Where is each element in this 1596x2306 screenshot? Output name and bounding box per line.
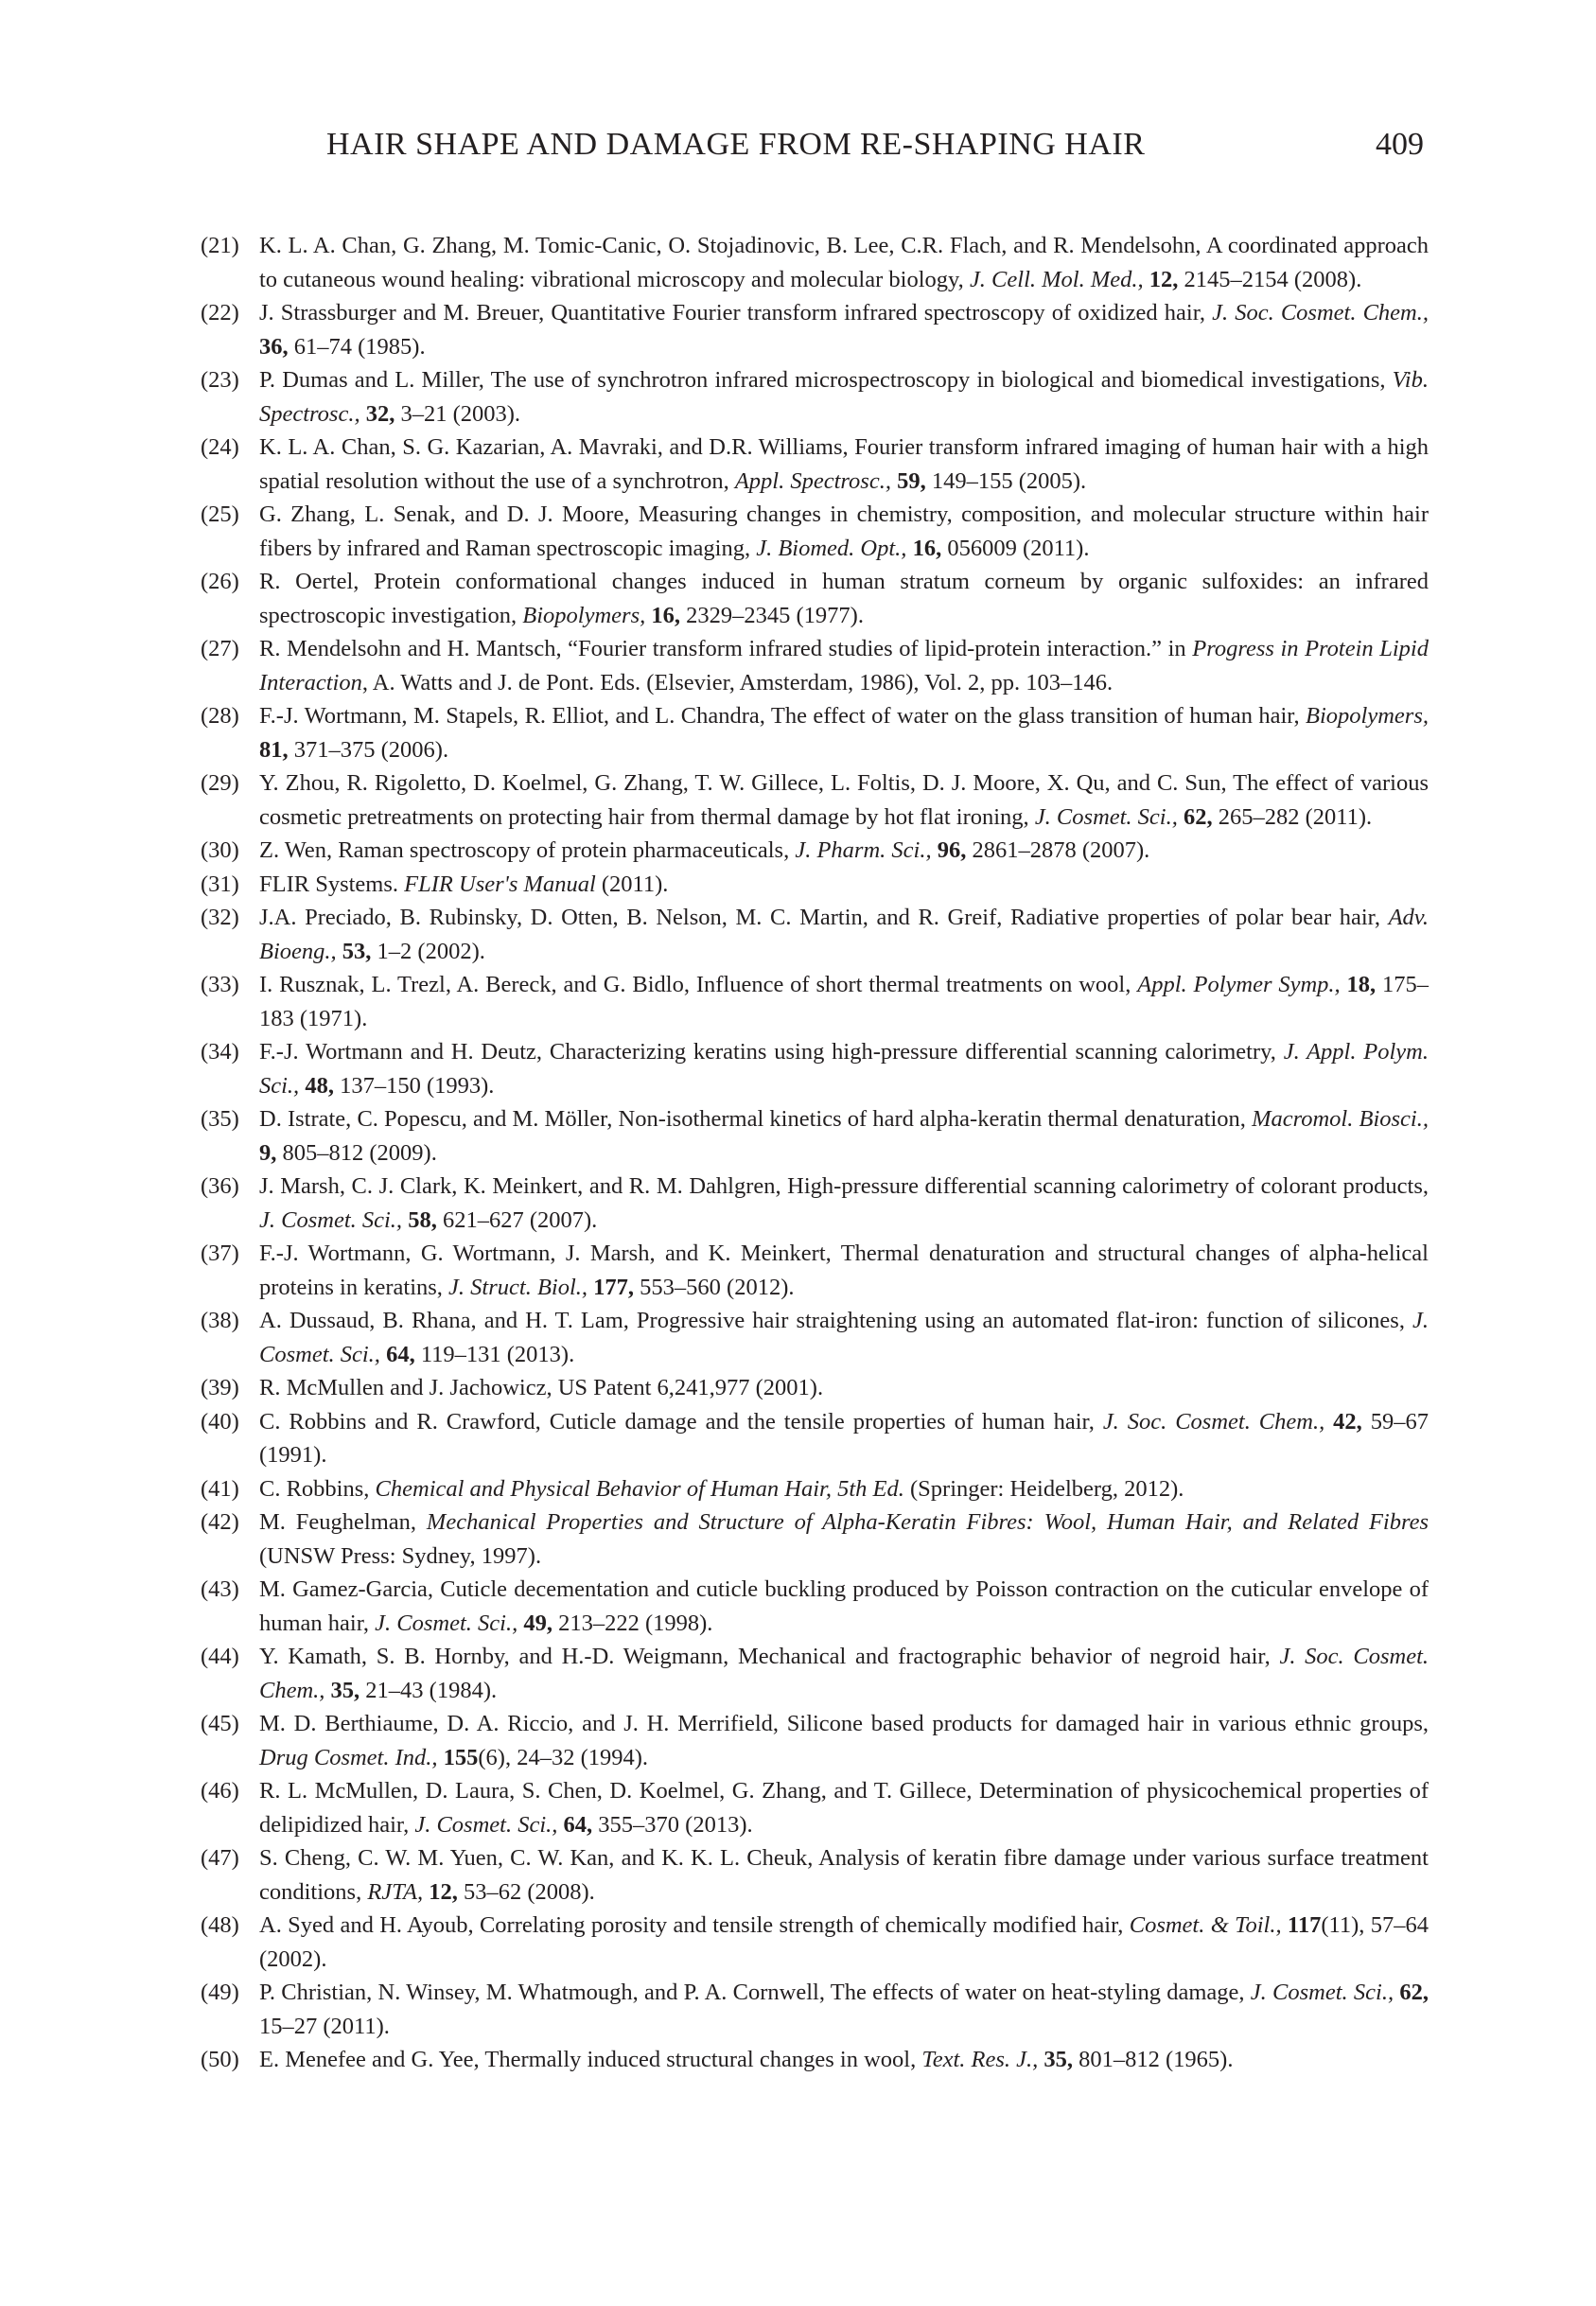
reference-text: 553–560 (2012).	[640, 1274, 795, 1300]
reference-volume: 12,	[423, 1878, 464, 1905]
reference-item	[201, 1035, 1429, 1102]
reference-text: I. Rusznak, L. Trezl, A. Bereck, and G. Bidlo, Influence of short thermal treatments on wool,	[259, 972, 1138, 997]
reference-volume: 16,	[645, 602, 687, 628]
reference-item	[201, 632, 1429, 699]
reference-item	[201, 431, 1429, 498]
reference-item	[201, 1102, 1429, 1170]
reference-number: (45)	[201, 1711, 239, 1736]
reference-text: R. Oertel, Protein conformational changes induced in human stratum corneum by organic sulfoxides: an infrared spectroscopic investigation,	[259, 569, 1429, 628]
reference-text: 3–21 (2003).	[400, 400, 521, 427]
reference-number: (26)	[201, 569, 239, 594]
reference-text: P. Dumas and L. Miller, The use of synchrotron infrared microspectroscopy in biological and biomedical investigations,	[259, 367, 1393, 393]
reference-item	[201, 1573, 1429, 1640]
reference-number: (47)	[201, 1845, 239, 1871]
reference-title-italic: Adv. Bioeng.,	[259, 905, 1429, 964]
reference-title-italic: J. Cosmet. Sci.,	[1250, 1980, 1394, 2005]
reference-title-italic: Drug Cosmet. Ind.,	[259, 1744, 438, 1770]
reference-text: S. Cheng, C. W. M. Yuen, C. W. Kan, and K. K. L. Cheuk, Analysis of keratin fibre damage under various surface treatment conditions,	[259, 1845, 1429, 1905]
reference-number: (44)	[201, 1644, 239, 1669]
reference-number: (27)	[201, 636, 239, 661]
reference-text: F.-J. Wortmann, M. Stapels, R. Elliot, and L. Chandra, The effect of water on the glass transition of human hair,	[259, 703, 1307, 729]
reference-text: 371–375 (2006).	[293, 736, 449, 763]
reference-title-italic: J. Cell. Mol. Med.,	[969, 266, 1144, 292]
reference-text: R. Mendelsohn and H. Mantsch, “Fourier transform infrared studies of lipid-protein interaction.” in	[259, 636, 1193, 661]
reference-number: (21)	[201, 233, 239, 258]
reference-volume: 59,	[890, 467, 932, 494]
reference-text: D. Istrate, C. Popescu, and M. Möller, Non-isothermal kinetics of hard alpha-keratin thermal denaturation,	[259, 1106, 1253, 1132]
reference-number: (33)	[201, 972, 239, 997]
reference-title-italic: Cosmet. & Toil.,	[1129, 1912, 1282, 1938]
reference-text: 149–155 (2005).	[931, 467, 1087, 494]
reference-text: 2861–2878 (2007).	[972, 837, 1150, 863]
reference-number: (29)	[201, 770, 239, 796]
reference-number: (25)	[201, 502, 239, 527]
reference-item	[201, 1707, 1429, 1774]
reference-volume: 117	[1281, 1912, 1322, 1938]
reference-item	[201, 968, 1429, 1035]
reference-volume: 32,	[360, 400, 401, 427]
reference-volume: 49,	[517, 1610, 559, 1636]
reference-number: (48)	[201, 1912, 239, 1938]
reference-text: F.-J. Wortmann, G. Wortmann, J. Marsh, and K. Meinkert, Thermal denaturation and structural changes of alpha-helical proteins in keratins,	[259, 1241, 1429, 1300]
reference-text: M. D. Berthiaume, D. A. Riccio, and J. H. Merrifield, Silicone based products for damaged hair in various ethnic groups,	[259, 1711, 1429, 1736]
reference-volume: 35,	[324, 1677, 366, 1703]
reference-volume: 48,	[299, 1072, 341, 1099]
reference-volume: 62,	[1394, 1980, 1429, 2005]
reference-number: (37)	[201, 1241, 239, 1266]
reference-number: (23)	[201, 367, 239, 393]
reference-text: 1–2 (2002).	[377, 938, 485, 964]
reference-text: 2329–2345 (1977).	[686, 602, 864, 628]
reference-number: (31)	[201, 871, 239, 897]
reference-text: Y. Kamath, S. B. Hornby, and H.-D. Weigmann, Mechanical and fractographic behavior of negroid hair,	[259, 1644, 1280, 1669]
reference-number: (30)	[201, 837, 239, 863]
reference-item	[201, 1505, 1429, 1573]
reference-text: M. Gamez-Garcia, Cuticle decementation and cuticle buckling produced by Poisson contraction on the cuticular envelope of human hair,	[259, 1576, 1429, 1636]
reference-text: C. Robbins,	[259, 1475, 376, 1502]
reference-title-italic: J. Biomed. Opt.,	[756, 535, 907, 561]
reference-volume: 81,	[259, 736, 294, 763]
reference-item	[201, 699, 1429, 766]
reference-number: (46)	[201, 1778, 239, 1804]
running-header	[317, 127, 1424, 172]
reference-number: (49)	[201, 1980, 239, 2005]
reference-number: (22)	[201, 300, 239, 326]
reference-item	[201, 1976, 1429, 2043]
reference-text: 21–43 (1984).	[365, 1677, 498, 1703]
reference-title-italic: FLIR User's Manual	[404, 871, 596, 897]
reference-title-italic: J. Cosmet. Sci.,	[375, 1610, 518, 1636]
reference-text: Z. Wen, Raman spectroscopy of protein pharmaceuticals,	[259, 837, 796, 863]
reference-text: (11), 57–64 (2002).	[259, 1912, 1429, 1972]
reference-volume: 35,	[1038, 2047, 1079, 2072]
running-title: HAIR SHAPE AND DAMAGE FROM RE-SHAPING HAIR	[326, 127, 1146, 162]
reference-number: (28)	[201, 703, 239, 729]
reference-volume: 64,	[379, 1341, 421, 1367]
reference-item	[201, 565, 1429, 632]
reference-text: (2011).	[595, 871, 669, 897]
reference-number: (50)	[201, 2047, 239, 2072]
reference-number: (43)	[201, 1576, 239, 1602]
reference-item	[201, 1774, 1429, 1841]
reference-volume: 42,	[1324, 1408, 1371, 1435]
reference-title-italic: Appl. Polymer Symp.,	[1137, 972, 1341, 997]
page-number: 409	[1376, 127, 1424, 162]
reference-title-italic: J. Cosmet. Sci.,	[259, 1206, 403, 1233]
reference-title-italic: J. Soc. Cosmet. Chem.,	[1212, 300, 1429, 326]
reference-text: 213–222 (1998).	[558, 1610, 713, 1636]
reference-text: 61–74 (1985).	[293, 333, 426, 360]
reference-volume: 155	[437, 1744, 479, 1770]
reference-number: (36)	[201, 1173, 239, 1199]
reference-title-italic: Chemical and Physical Behavior of Human Hair, 5th Ed.	[375, 1475, 904, 1502]
reference-volume: 96,	[931, 837, 973, 863]
reference-text: R. L. McMullen, D. Laura, S. Chen, D. Koelmel, G. Zhang, and T. Gillece, Determination of physicochemical properties of delipidized hair,	[259, 1778, 1429, 1838]
reference-title-italic: Progress in Protein Lipid Interaction	[259, 636, 1429, 695]
reference-text: 801–812 (1965).	[1079, 2047, 1234, 2072]
reference-title-italic: Text. Res. J.,	[921, 2047, 1039, 2072]
reference-text: R. McMullen and J. Jachowicz, US Patent 6,241,977 (2001).	[259, 1375, 824, 1400]
reference-number: (34)	[201, 1039, 239, 1065]
reference-text: J. Marsh, C. J. Clark, K. Meinkert, and R. M. Dahlgren, High-pressure differential scanning calorimetry of colorant products,	[259, 1173, 1429, 1199]
reference-item	[201, 1405, 1429, 1472]
reference-item	[201, 868, 1429, 902]
reference-text: 53–62 (2008).	[463, 1878, 595, 1905]
reference-number: (41)	[201, 1475, 239, 1502]
reference-text: M. Feughelman,	[259, 1509, 427, 1535]
reference-text: E. Menefee and G. Yee, Thermally induced structural changes in wool,	[259, 2047, 922, 2072]
reference-item	[201, 901, 1429, 968]
reference-item	[201, 1170, 1429, 1237]
reference-text: K. L. A. Chan, S. G. Kazarian, A. Mavraki, and D.R. Williams, Fourier transform infrared imaging of human hair with a high spatial resolution without the use of a synchrotron,	[259, 434, 1429, 494]
reference-text: 59–67 (1991).	[259, 1408, 1429, 1468]
reference-number: (38)	[201, 1308, 239, 1333]
reference-volume: 58,	[402, 1206, 443, 1233]
reference-item	[201, 363, 1429, 431]
reference-title-italic: RJTA,	[367, 1878, 424, 1905]
reference-text: K. L. A. Chan, G. Zhang, M. Tomic-Canic, O. Stojadinovic, B. Lee, C.R. Flach, and R. Mendelsohn, A coordinated approach to cutaneous wound healing: vibrational microscopy and molecular biology,	[259, 233, 1429, 292]
reference-title-italic: Macromol. Biosci.,	[1252, 1106, 1429, 1132]
reference-text: 265–282 (2011).	[1218, 803, 1373, 830]
reference-list	[201, 229, 1429, 2077]
reference-item	[201, 296, 1429, 363]
reference-item	[201, 834, 1429, 868]
reference-item	[201, 1472, 1429, 1506]
reference-text: 137–150 (1993).	[340, 1072, 495, 1099]
reference-text: 2145–2154 (2008).	[1184, 266, 1362, 292]
reference-volume: 16,	[906, 535, 948, 561]
reference-item	[201, 1304, 1429, 1371]
reference-text: 056009 (2011).	[947, 535, 1090, 561]
reference-volume: 12,	[1143, 266, 1184, 292]
reference-volume: 64,	[557, 1811, 599, 1838]
reference-text: J. Strassburger and M. Breuer, Quantitative Fourier transform infrared spectroscopy of oxidized hair,	[259, 300, 1213, 326]
reference-title-italic: J. Cosmet. Sci.,	[259, 1308, 1429, 1367]
reference-title-italic: J. Cosmet. Sci.,	[414, 1811, 558, 1838]
reference-title-italic: J. Soc. Cosmet. Chem.,	[1102, 1408, 1325, 1435]
reference-item	[201, 1371, 1429, 1405]
reference-item	[201, 498, 1429, 565]
reference-text: 175–183 (1971).	[259, 972, 1429, 1031]
reference-item	[201, 229, 1429, 296]
reference-item	[201, 766, 1429, 834]
reference-text: 621–627 (2007).	[442, 1206, 598, 1233]
reference-title-italic: Biopolymers,	[1306, 703, 1429, 729]
reference-text: (Springer: Heidelberg, 2012).	[903, 1475, 1184, 1502]
reference-text: (UNSW Press: Sydney, 1997).	[259, 1542, 542, 1569]
reference-text: FLIR Systems.	[259, 871, 405, 897]
reference-title-italic: J. Appl. Polym. Sci.,	[259, 1039, 1429, 1099]
reference-volume: 18,	[1340, 972, 1383, 997]
reference-number: (24)	[201, 434, 239, 460]
reference-volume: 9,	[259, 1139, 283, 1166]
reference-text: A. Dussaud, B. Rhana, and H. T. Lam, Progressive hair straightening using an automated flat-iron: function of silicones,	[259, 1308, 1412, 1333]
reference-number: (32)	[201, 905, 239, 930]
reference-text: 805–812 (2009).	[282, 1139, 437, 1166]
reference-text: G. Zhang, L. Senak, and D. J. Moore, Measuring changes in chemistry, composition, and molecular structure within hair fibers by infrared and Raman spectroscopic imaging,	[259, 502, 1429, 561]
reference-title-italic: Appl. Spectrosc.,	[734, 467, 891, 494]
reference-text: Y. Zhou, R. Rigoletto, D. Koelmel, G. Zhang, T. W. Gillece, L. Foltis, D. J. Moore, X. Qu, and C. Sun, The effect of various cosmetic pretreatments on protecting hair from thermal damage by hot flat ironing,	[259, 770, 1429, 830]
reference-item	[201, 1640, 1429, 1707]
reference-text: J.A. Preciado, B. Rubinsky, D. Otten, B. Nelson, M. C. Martin, and R. Greif, Radiative properties of polar bear hair,	[259, 905, 1389, 930]
reference-text: , A. Watts and J. de Pont. Eds. (Elsevier, Amsterdam, 1986), Vol. 2, pp. 103–146.	[361, 669, 1114, 695]
reference-text: A. Syed and H. Ayoub, Correlating porosity and tensile strength of chemically modified hair,	[259, 1912, 1130, 1938]
reference-text: 355–370 (2013).	[598, 1811, 753, 1838]
reference-number: (40)	[201, 1408, 239, 1435]
reference-number: (42)	[201, 1509, 239, 1535]
reference-item	[201, 2043, 1429, 2077]
reference-item	[201, 1841, 1429, 1909]
reference-number: (39)	[201, 1375, 239, 1400]
reference-title-italic: J. Struct. Biol.,	[448, 1274, 588, 1300]
reference-title-italic: J. Pharm. Sci.,	[795, 837, 932, 863]
reference-title-italic: Vib. Spectrosc.,	[259, 367, 1429, 427]
reference-title-italic: Mechanical Properties and Structure of Alpha-Keratin Fibres: Wool, Human Hair, and Related Fibres	[426, 1509, 1429, 1535]
reference-title-italic: Biopolymers,	[522, 602, 646, 628]
reference-number: (35)	[201, 1106, 239, 1132]
reference-volume: 177,	[588, 1274, 640, 1300]
reference-volume: 36,	[259, 333, 294, 360]
reference-text: 15–27 (2011).	[259, 2013, 390, 2039]
reference-text: F.-J. Wortmann and H. Deutz, Characterizing keratins using high-pressure differential scanning calorimetry,	[259, 1039, 1284, 1065]
reference-volume: 53,	[336, 938, 377, 964]
reference-text: (6), 24–32 (1994).	[478, 1744, 649, 1770]
reference-title-italic: J. Soc. Cosmet. Chem.,	[259, 1644, 1429, 1703]
reference-text: P. Christian, N. Winsey, M. Whatmough, and P. A. Cornwell, The effects of water on heat-styling damage,	[259, 1980, 1251, 2005]
reference-text: C. Robbins and R. Crawford, Cuticle damage and the tensile properties of human hair,	[259, 1408, 1103, 1435]
reference-volume: 62,	[1177, 803, 1219, 830]
reference-item	[201, 1909, 1429, 1976]
reference-title-italic: J. Cosmet. Sci.,	[1034, 803, 1178, 830]
reference-item	[201, 1237, 1429, 1304]
reference-text: 119–131 (2013).	[420, 1341, 575, 1367]
